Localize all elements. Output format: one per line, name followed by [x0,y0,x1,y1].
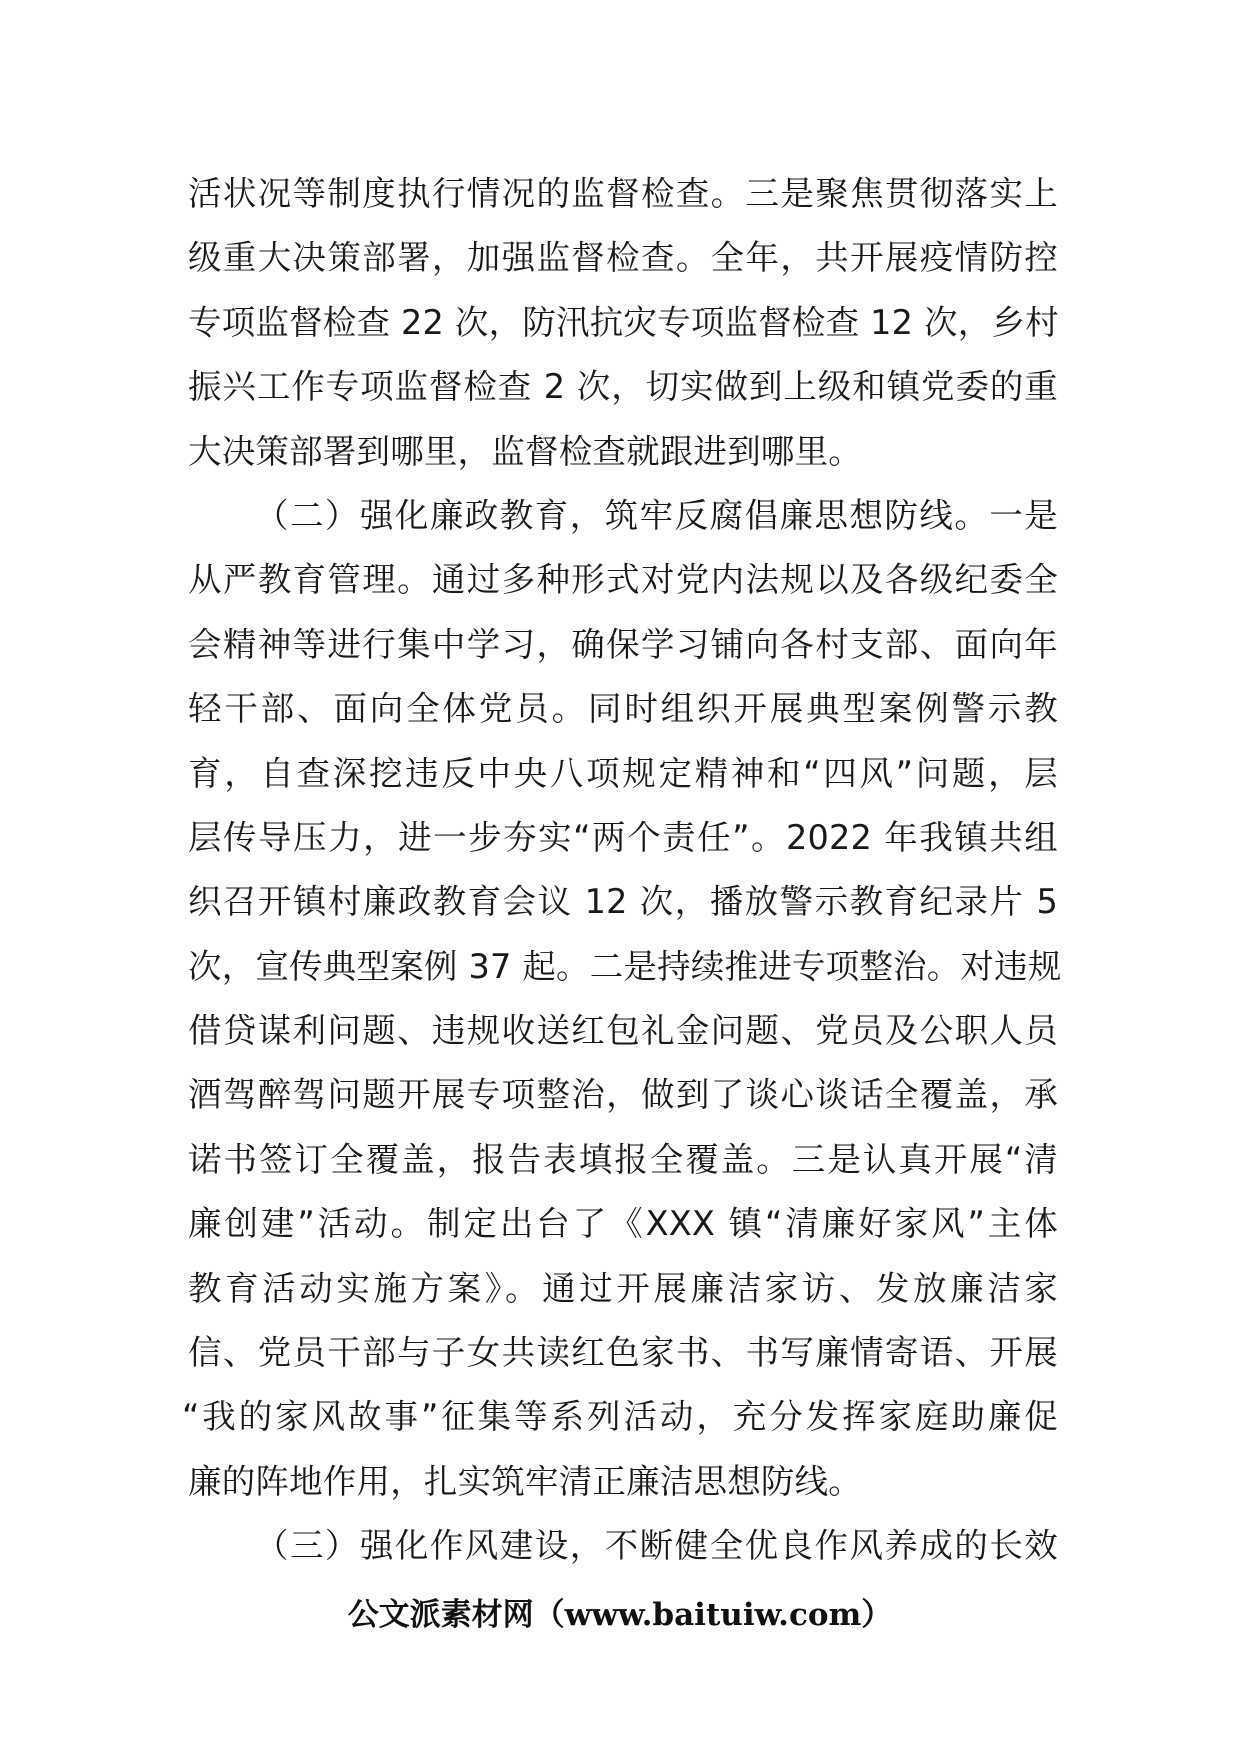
text-line: 大决策部署到哪里，监督检查就跟进到哪里。 [188,431,862,471]
text-line: “我的家风故事”征集等系列活动，充分发挥家庭助廉促 [182,1397,1058,1437]
text-line: 育，自查深挖违反中央八项规定精神和“四风”问题，层 [188,753,1058,793]
text-line: 酒驾醉驾问题开展专项整治，做到了谈心谈话全覆盖，承 [188,1075,1058,1115]
text-line: 会精神等进行集中学习，确保学习铺向各村支部、面向年 [188,624,1058,664]
text-line: 从严教育管理。通过多种形式对党内法规以及各级纪委全 [188,560,1058,600]
text-line: 专项监督检查 22 次，防汛抗灾专项监督检查 12 次，乡村 [188,302,1059,342]
text-line: 活状况等制度执行情况的监督检查。三是聚焦贯彻落实上 [188,174,1058,213]
text-line: 层传导压力，进一步夯实“两个责任”。2022 年我镇共组 [188,817,1058,857]
text-line: 织召开镇村廉政教育会议 12 次，播放警示教育纪录片 5 [188,882,1058,922]
section-heading-line: （三）强化作风建设，不断健全优良作风养成的长效 [255,1526,1058,1566]
text-line: 借贷谋利问题、违规收送红包礼金问题、党员及公职人员 [188,1011,1058,1051]
section-heading-line: （二）强化廉政教育，筑牢反腐倡廉思想防线。一是 [255,495,1058,535]
text-line: 诺书签订全覆盖，报告表填报全覆盖。三是认真开展“清 [188,1139,1058,1179]
text-line: 轻干部、面向全体党员。同时组织开展典型案例警示教 [188,689,1058,729]
text-line: 振兴工作专项监督检查 2 次，切实做到上级和镇党委的重 [188,367,1058,407]
text-line: 廉创建”活动。制定出台了《XXX 镇“清廉好家风”主体 [188,1204,1058,1244]
page-footer-watermark: 公文派素材网（www.baituiw.com） [347,1597,893,1633]
text-line: 教育活动实施方案》。通过开展廉洁家访、发放廉洁家 [188,1268,1058,1308]
text-line: 级重大决策部署，加强监督检查。全年，共开展疫情防控 [188,238,1058,278]
text-line: 信、党员干部与子女共读红色家书、书写廉情寄语、开展 [188,1333,1058,1373]
text-line: 次，宣传典型案例 37 起。二是持续推进专项整治。对违规 [188,946,1062,986]
text-line: 廉的阵地作用，扎实筑牢清正廉洁思想防线。 [188,1461,862,1501]
document-body [182,162,1062,1579]
